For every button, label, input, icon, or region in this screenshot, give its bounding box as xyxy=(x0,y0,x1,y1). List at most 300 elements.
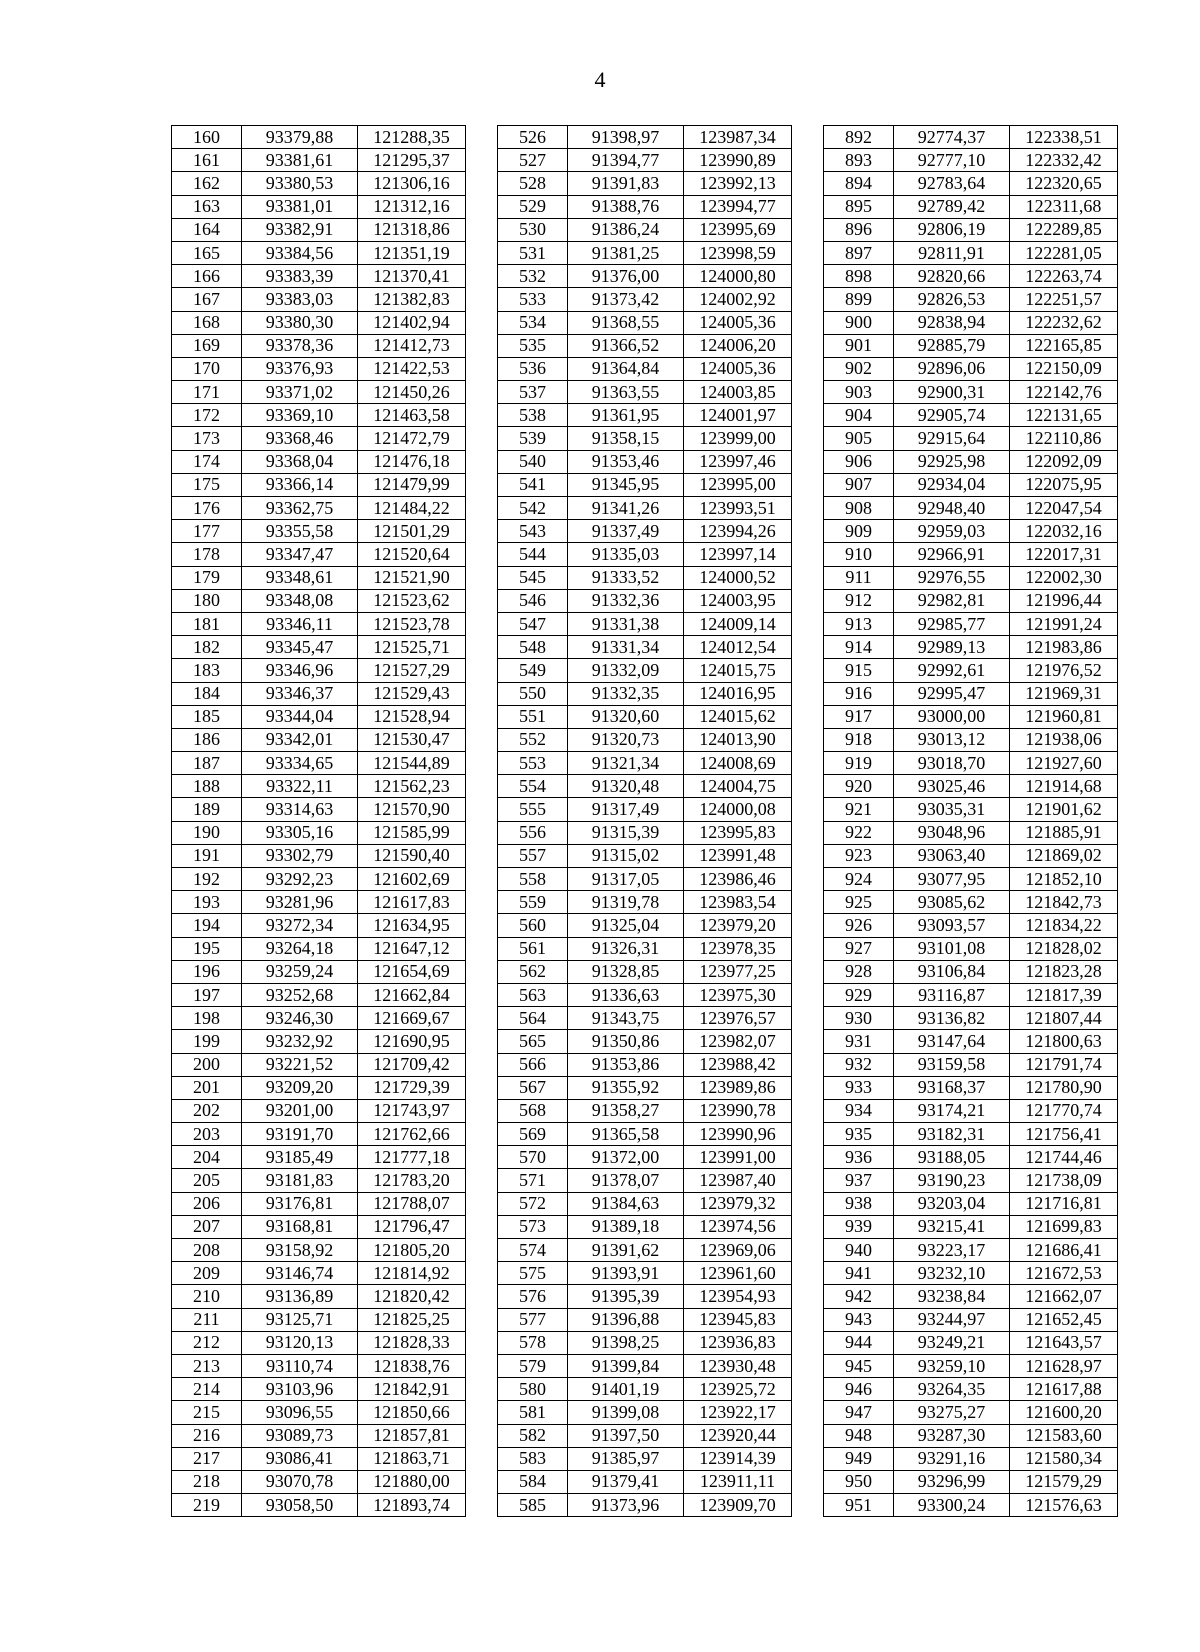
point-number-cell: 931 xyxy=(824,1030,894,1053)
y-coordinate-cell: 121991,24 xyxy=(1010,612,1118,635)
x-coordinate-cell: 91343,75 xyxy=(568,1007,684,1030)
column-group-separator xyxy=(792,1354,824,1377)
x-coordinate-cell: 93296,99 xyxy=(894,1470,1010,1493)
point-number-cell: 564 xyxy=(498,1007,568,1030)
x-coordinate-cell: 93191,70 xyxy=(242,1123,358,1146)
y-coordinate-cell: 122110,86 xyxy=(1010,427,1118,450)
column-group-separator xyxy=(792,381,824,404)
point-number-cell: 572 xyxy=(498,1192,568,1215)
point-number-cell: 566 xyxy=(498,1053,568,1076)
point-number-cell: 945 xyxy=(824,1354,894,1377)
point-number-cell: 218 xyxy=(172,1470,242,1493)
column-group-separator xyxy=(792,798,824,821)
y-coordinate-cell: 121709,42 xyxy=(358,1053,466,1076)
y-coordinate-cell: 121880,00 xyxy=(358,1470,466,1493)
y-coordinate-cell: 121288,35 xyxy=(358,126,466,149)
y-coordinate-cell: 123995,00 xyxy=(684,473,792,496)
y-coordinate-cell: 123914,39 xyxy=(684,1447,792,1470)
y-coordinate-cell: 123987,40 xyxy=(684,1169,792,1192)
y-coordinate-cell: 121422,53 xyxy=(358,357,466,380)
y-coordinate-cell: 121777,18 xyxy=(358,1146,466,1169)
point-number-cell: 944 xyxy=(824,1331,894,1354)
y-coordinate-cell: 121570,90 xyxy=(358,798,466,821)
column-group-separator xyxy=(466,1146,498,1169)
y-coordinate-cell: 121576,63 xyxy=(1010,1494,1118,1517)
column-group-separator xyxy=(466,1192,498,1215)
x-coordinate-cell: 91341,26 xyxy=(568,497,684,520)
x-coordinate-cell: 93136,82 xyxy=(894,1007,1010,1030)
x-coordinate-cell: 91350,86 xyxy=(568,1030,684,1053)
column-group-separator xyxy=(792,1308,824,1331)
x-coordinate-cell: 93376,93 xyxy=(242,357,358,380)
x-coordinate-cell: 93147,64 xyxy=(894,1030,1010,1053)
point-number-cell: 216 xyxy=(172,1424,242,1447)
point-number-cell: 163 xyxy=(172,195,242,218)
column-group-separator xyxy=(792,265,824,288)
column-group-separator xyxy=(466,752,498,775)
point-number-cell: 938 xyxy=(824,1192,894,1215)
y-coordinate-cell: 121520,64 xyxy=(358,543,466,566)
y-coordinate-cell: 121351,19 xyxy=(358,241,466,264)
y-coordinate-cell: 124000,08 xyxy=(684,798,792,821)
x-coordinate-cell: 93334,65 xyxy=(242,752,358,775)
x-coordinate-cell: 91385,97 xyxy=(568,1447,684,1470)
point-number-cell: 182 xyxy=(172,636,242,659)
column-group-separator xyxy=(466,844,498,867)
point-number-cell: 906 xyxy=(824,450,894,473)
x-coordinate-cell: 91320,60 xyxy=(568,705,684,728)
column-group-separator xyxy=(466,891,498,914)
table-row xyxy=(172,728,1118,751)
point-number-cell: 192 xyxy=(172,868,242,891)
table-row xyxy=(172,265,1118,288)
x-coordinate-cell: 91363,55 xyxy=(568,381,684,404)
y-coordinate-cell: 121828,33 xyxy=(358,1331,466,1354)
point-number-cell: 542 xyxy=(498,497,568,520)
point-number-cell: 568 xyxy=(498,1099,568,1122)
y-coordinate-cell: 121600,20 xyxy=(1010,1401,1118,1424)
x-coordinate-cell: 91345,95 xyxy=(568,473,684,496)
column-group-separator xyxy=(466,914,498,937)
x-coordinate-cell: 93168,81 xyxy=(242,1215,358,1238)
column-group-separator xyxy=(466,126,498,149)
table-row xyxy=(172,589,1118,612)
x-coordinate-cell: 91321,34 xyxy=(568,752,684,775)
x-coordinate-cell: 92934,04 xyxy=(894,473,1010,496)
column-group-separator xyxy=(792,172,824,195)
y-coordinate-cell: 123974,56 xyxy=(684,1215,792,1238)
point-number-cell: 203 xyxy=(172,1123,242,1146)
column-group-separator xyxy=(466,1470,498,1493)
point-number-cell: 210 xyxy=(172,1285,242,1308)
table-row xyxy=(172,775,1118,798)
point-number-cell: 947 xyxy=(824,1401,894,1424)
y-coordinate-cell: 121617,83 xyxy=(358,891,466,914)
y-coordinate-cell: 121857,81 xyxy=(358,1424,466,1447)
x-coordinate-cell: 93348,61 xyxy=(242,566,358,589)
y-coordinate-cell: 123911,11 xyxy=(684,1470,792,1493)
y-coordinate-cell: 121823,28 xyxy=(1010,960,1118,983)
table-row xyxy=(172,1076,1118,1099)
y-coordinate-cell: 121796,47 xyxy=(358,1215,466,1238)
point-number-cell: 555 xyxy=(498,798,568,821)
column-group-separator xyxy=(466,473,498,496)
x-coordinate-cell: 93275,27 xyxy=(894,1401,1010,1424)
y-coordinate-cell: 121585,99 xyxy=(358,821,466,844)
column-group-separator xyxy=(792,1378,824,1401)
table-row xyxy=(172,798,1118,821)
point-number-cell: 948 xyxy=(824,1424,894,1447)
y-coordinate-cell: 121654,69 xyxy=(358,960,466,983)
point-number-cell: 528 xyxy=(498,172,568,195)
x-coordinate-cell: 93259,24 xyxy=(242,960,358,983)
y-coordinate-cell: 121807,44 xyxy=(1010,1007,1118,1030)
x-coordinate-cell: 91386,24 xyxy=(568,218,684,241)
x-coordinate-cell: 92925,98 xyxy=(894,450,1010,473)
table-row xyxy=(172,1192,1118,1215)
column-group-separator xyxy=(792,1239,824,1262)
table-row xyxy=(172,334,1118,357)
column-group-separator xyxy=(466,798,498,821)
point-number-cell: 565 xyxy=(498,1030,568,1053)
point-number-cell: 936 xyxy=(824,1146,894,1169)
point-number-cell: 918 xyxy=(824,728,894,751)
x-coordinate-cell: 91399,84 xyxy=(568,1354,684,1377)
y-coordinate-cell: 121842,91 xyxy=(358,1378,466,1401)
column-group-separator xyxy=(466,589,498,612)
y-coordinate-cell: 123954,93 xyxy=(684,1285,792,1308)
column-group-separator xyxy=(466,357,498,380)
point-number-cell: 552 xyxy=(498,728,568,751)
point-number-cell: 177 xyxy=(172,520,242,543)
column-group-separator xyxy=(792,1331,824,1354)
y-coordinate-cell: 123999,00 xyxy=(684,427,792,450)
y-coordinate-cell: 121643,57 xyxy=(1010,1331,1118,1354)
x-coordinate-cell: 91395,39 xyxy=(568,1285,684,1308)
x-coordinate-cell: 91399,08 xyxy=(568,1401,684,1424)
point-number-cell: 576 xyxy=(498,1285,568,1308)
column-group-separator xyxy=(792,682,824,705)
x-coordinate-cell: 93018,70 xyxy=(894,752,1010,775)
column-group-separator xyxy=(466,1239,498,1262)
y-coordinate-cell: 121318,86 xyxy=(358,218,466,241)
column-group-separator xyxy=(466,659,498,682)
point-number-cell: 559 xyxy=(498,891,568,914)
point-number-cell: 199 xyxy=(172,1030,242,1053)
x-coordinate-cell: 91372,00 xyxy=(568,1146,684,1169)
point-number-cell: 178 xyxy=(172,543,242,566)
x-coordinate-cell: 91332,09 xyxy=(568,659,684,682)
point-number-cell: 905 xyxy=(824,427,894,450)
table-row xyxy=(172,473,1118,496)
point-number-cell: 169 xyxy=(172,334,242,357)
column-group-separator xyxy=(466,960,498,983)
y-coordinate-cell: 121825,25 xyxy=(358,1308,466,1331)
y-coordinate-cell: 123990,89 xyxy=(684,149,792,172)
column-group-separator xyxy=(792,241,824,264)
x-coordinate-cell: 93086,41 xyxy=(242,1447,358,1470)
point-number-cell: 187 xyxy=(172,752,242,775)
coordinate-table xyxy=(171,125,1118,1517)
point-number-cell: 585 xyxy=(498,1494,568,1517)
y-coordinate-cell: 121788,07 xyxy=(358,1192,466,1215)
point-number-cell: 553 xyxy=(498,752,568,775)
x-coordinate-cell: 92905,74 xyxy=(894,404,1010,427)
point-number-cell: 946 xyxy=(824,1378,894,1401)
point-number-cell: 892 xyxy=(824,126,894,149)
y-coordinate-cell: 123979,20 xyxy=(684,914,792,937)
point-number-cell: 548 xyxy=(498,636,568,659)
y-coordinate-cell: 122338,51 xyxy=(1010,126,1118,149)
x-coordinate-cell: 91376,00 xyxy=(568,265,684,288)
x-coordinate-cell: 91373,42 xyxy=(568,288,684,311)
column-group-separator xyxy=(466,1099,498,1122)
y-coordinate-cell: 121672,53 xyxy=(1010,1262,1118,1285)
x-coordinate-cell: 93368,46 xyxy=(242,427,358,450)
table-row xyxy=(172,1099,1118,1122)
y-coordinate-cell: 124008,69 xyxy=(684,752,792,775)
y-coordinate-cell: 124002,92 xyxy=(684,288,792,311)
point-number-cell: 204 xyxy=(172,1146,242,1169)
point-number-cell: 917 xyxy=(824,705,894,728)
table-row xyxy=(172,288,1118,311)
x-coordinate-cell: 91397,50 xyxy=(568,1424,684,1447)
x-coordinate-cell: 91332,36 xyxy=(568,589,684,612)
y-coordinate-cell: 121521,90 xyxy=(358,566,466,589)
point-number-cell: 916 xyxy=(824,682,894,705)
point-number-cell: 914 xyxy=(824,636,894,659)
y-coordinate-cell: 121983,86 xyxy=(1010,636,1118,659)
column-group-separator xyxy=(792,1262,824,1285)
x-coordinate-cell: 93355,58 xyxy=(242,520,358,543)
point-number-cell: 570 xyxy=(498,1146,568,1169)
point-number-cell: 941 xyxy=(824,1262,894,1285)
point-number-cell: 164 xyxy=(172,218,242,241)
column-group-separator xyxy=(792,636,824,659)
point-number-cell: 929 xyxy=(824,983,894,1006)
point-number-cell: 202 xyxy=(172,1099,242,1122)
x-coordinate-cell: 93362,75 xyxy=(242,497,358,520)
x-coordinate-cell: 93368,04 xyxy=(242,450,358,473)
y-coordinate-cell: 121914,68 xyxy=(1010,775,1118,798)
column-group-separator xyxy=(466,636,498,659)
column-group-separator xyxy=(466,775,498,798)
y-coordinate-cell: 123925,72 xyxy=(684,1378,792,1401)
x-coordinate-cell: 93190,23 xyxy=(894,1169,1010,1192)
table-row xyxy=(172,682,1118,705)
point-number-cell: 942 xyxy=(824,1285,894,1308)
y-coordinate-cell: 121938,06 xyxy=(1010,728,1118,751)
column-group-separator xyxy=(792,612,824,635)
point-number-cell: 581 xyxy=(498,1401,568,1424)
column-group-separator xyxy=(792,1099,824,1122)
point-number-cell: 556 xyxy=(498,821,568,844)
y-coordinate-cell: 124009,14 xyxy=(684,612,792,635)
x-coordinate-cell: 91364,84 xyxy=(568,357,684,380)
column-group-separator xyxy=(466,404,498,427)
column-group-separator xyxy=(792,1146,824,1169)
y-coordinate-cell: 122332,42 xyxy=(1010,149,1118,172)
y-coordinate-cell: 123988,42 xyxy=(684,1053,792,1076)
table-row xyxy=(172,357,1118,380)
column-group-separator xyxy=(466,1169,498,1192)
point-number-cell: 908 xyxy=(824,497,894,520)
table-row xyxy=(172,566,1118,589)
point-number-cell: 901 xyxy=(824,334,894,357)
point-number-cell: 911 xyxy=(824,566,894,589)
column-group-separator xyxy=(792,195,824,218)
x-coordinate-cell: 93346,96 xyxy=(242,659,358,682)
y-coordinate-cell: 122032,16 xyxy=(1010,520,1118,543)
column-group-separator xyxy=(792,1447,824,1470)
point-number-cell: 899 xyxy=(824,288,894,311)
point-number-cell: 923 xyxy=(824,844,894,867)
point-number-cell: 166 xyxy=(172,265,242,288)
y-coordinate-cell: 121686,41 xyxy=(1010,1239,1118,1262)
y-coordinate-cell: 124013,90 xyxy=(684,728,792,751)
x-coordinate-cell: 92826,53 xyxy=(894,288,1010,311)
point-number-cell: 584 xyxy=(498,1470,568,1493)
y-coordinate-cell: 124000,80 xyxy=(684,265,792,288)
y-coordinate-cell: 121472,79 xyxy=(358,427,466,450)
y-coordinate-cell: 123990,96 xyxy=(684,1123,792,1146)
x-coordinate-cell: 91384,63 xyxy=(568,1192,684,1215)
column-group-separator xyxy=(792,1123,824,1146)
point-number-cell: 207 xyxy=(172,1215,242,1238)
y-coordinate-cell: 121583,60 xyxy=(1010,1424,1118,1447)
y-coordinate-cell: 121628,97 xyxy=(1010,1354,1118,1377)
point-number-cell: 903 xyxy=(824,381,894,404)
y-coordinate-cell: 122281,05 xyxy=(1010,241,1118,264)
y-coordinate-cell: 122017,31 xyxy=(1010,543,1118,566)
y-coordinate-cell: 121869,02 xyxy=(1010,844,1118,867)
point-number-cell: 530 xyxy=(498,218,568,241)
y-coordinate-cell: 121791,74 xyxy=(1010,1053,1118,1076)
point-number-cell: 934 xyxy=(824,1099,894,1122)
table-row xyxy=(172,126,1118,149)
x-coordinate-cell: 93264,18 xyxy=(242,937,358,960)
point-number-cell: 546 xyxy=(498,589,568,612)
x-coordinate-cell: 93209,20 xyxy=(242,1076,358,1099)
y-coordinate-cell: 124015,62 xyxy=(684,705,792,728)
point-number-cell: 893 xyxy=(824,149,894,172)
column-group-separator xyxy=(466,1123,498,1146)
point-number-cell: 531 xyxy=(498,241,568,264)
table-row xyxy=(172,1239,1118,1262)
x-coordinate-cell: 91333,52 xyxy=(568,566,684,589)
table-row xyxy=(172,891,1118,914)
table-row xyxy=(172,1053,1118,1076)
point-number-cell: 562 xyxy=(498,960,568,983)
x-coordinate-cell: 93174,21 xyxy=(894,1099,1010,1122)
y-coordinate-cell: 121484,22 xyxy=(358,497,466,520)
x-coordinate-cell: 93201,00 xyxy=(242,1099,358,1122)
point-number-cell: 191 xyxy=(172,844,242,867)
x-coordinate-cell: 93176,81 xyxy=(242,1192,358,1215)
x-coordinate-cell: 93000,00 xyxy=(894,705,1010,728)
x-coordinate-cell: 93238,84 xyxy=(894,1285,1010,1308)
y-coordinate-cell: 124004,75 xyxy=(684,775,792,798)
y-coordinate-cell: 123975,30 xyxy=(684,983,792,1006)
x-coordinate-cell: 91325,04 xyxy=(568,914,684,937)
x-coordinate-cell: 93366,14 xyxy=(242,473,358,496)
point-number-cell: 583 xyxy=(498,1447,568,1470)
y-coordinate-cell: 122232,62 xyxy=(1010,311,1118,334)
point-number-cell: 526 xyxy=(498,126,568,149)
y-coordinate-cell: 121960,81 xyxy=(1010,705,1118,728)
y-coordinate-cell: 123994,77 xyxy=(684,195,792,218)
point-number-cell: 179 xyxy=(172,566,242,589)
x-coordinate-cell: 91331,34 xyxy=(568,636,684,659)
table-row xyxy=(172,960,1118,983)
x-coordinate-cell: 91336,63 xyxy=(568,983,684,1006)
y-coordinate-cell: 123995,69 xyxy=(684,218,792,241)
point-number-cell: 196 xyxy=(172,960,242,983)
column-group-separator xyxy=(466,1308,498,1331)
column-group-separator xyxy=(792,821,824,844)
x-coordinate-cell: 93252,68 xyxy=(242,983,358,1006)
y-coordinate-cell: 123990,78 xyxy=(684,1099,792,1122)
table-row xyxy=(172,172,1118,195)
point-number-cell: 188 xyxy=(172,775,242,798)
column-group-separator xyxy=(792,844,824,867)
point-number-cell: 921 xyxy=(824,798,894,821)
x-coordinate-cell: 93203,04 xyxy=(894,1192,1010,1215)
x-coordinate-cell: 93181,83 xyxy=(242,1169,358,1192)
x-coordinate-cell: 92885,79 xyxy=(894,334,1010,357)
column-group-separator xyxy=(466,334,498,357)
y-coordinate-cell: 121805,20 xyxy=(358,1239,466,1262)
point-number-cell: 561 xyxy=(498,937,568,960)
x-coordinate-cell: 93383,39 xyxy=(242,265,358,288)
column-group-separator xyxy=(466,520,498,543)
x-coordinate-cell: 91328,85 xyxy=(568,960,684,983)
point-number-cell: 904 xyxy=(824,404,894,427)
point-number-cell: 185 xyxy=(172,705,242,728)
point-number-cell: 551 xyxy=(498,705,568,728)
y-coordinate-cell: 121523,78 xyxy=(358,612,466,635)
x-coordinate-cell: 92900,31 xyxy=(894,381,1010,404)
y-coordinate-cell: 123983,54 xyxy=(684,891,792,914)
y-coordinate-cell: 121647,12 xyxy=(358,937,466,960)
y-coordinate-cell: 122131,65 xyxy=(1010,404,1118,427)
y-coordinate-cell: 123997,46 xyxy=(684,450,792,473)
column-group-separator xyxy=(466,1378,498,1401)
point-number-cell: 907 xyxy=(824,473,894,496)
y-coordinate-cell: 121463,58 xyxy=(358,404,466,427)
x-coordinate-cell: 92995,47 xyxy=(894,682,1010,705)
x-coordinate-cell: 92976,55 xyxy=(894,566,1010,589)
point-number-cell: 171 xyxy=(172,381,242,404)
x-coordinate-cell: 92820,66 xyxy=(894,265,1010,288)
y-coordinate-cell: 121743,97 xyxy=(358,1099,466,1122)
column-group-separator xyxy=(792,728,824,751)
point-number-cell: 194 xyxy=(172,914,242,937)
x-coordinate-cell: 92896,06 xyxy=(894,357,1010,380)
x-coordinate-cell: 93168,37 xyxy=(894,1076,1010,1099)
x-coordinate-cell: 91317,05 xyxy=(568,868,684,891)
column-group-separator xyxy=(792,705,824,728)
x-coordinate-cell: 93382,91 xyxy=(242,218,358,241)
y-coordinate-cell: 121544,89 xyxy=(358,752,466,775)
y-coordinate-cell: 121602,69 xyxy=(358,868,466,891)
table-row xyxy=(172,241,1118,264)
x-coordinate-cell: 93272,34 xyxy=(242,914,358,937)
point-number-cell: 540 xyxy=(498,450,568,473)
x-coordinate-cell: 91326,31 xyxy=(568,937,684,960)
point-number-cell: 541 xyxy=(498,473,568,496)
column-group-separator xyxy=(466,450,498,473)
